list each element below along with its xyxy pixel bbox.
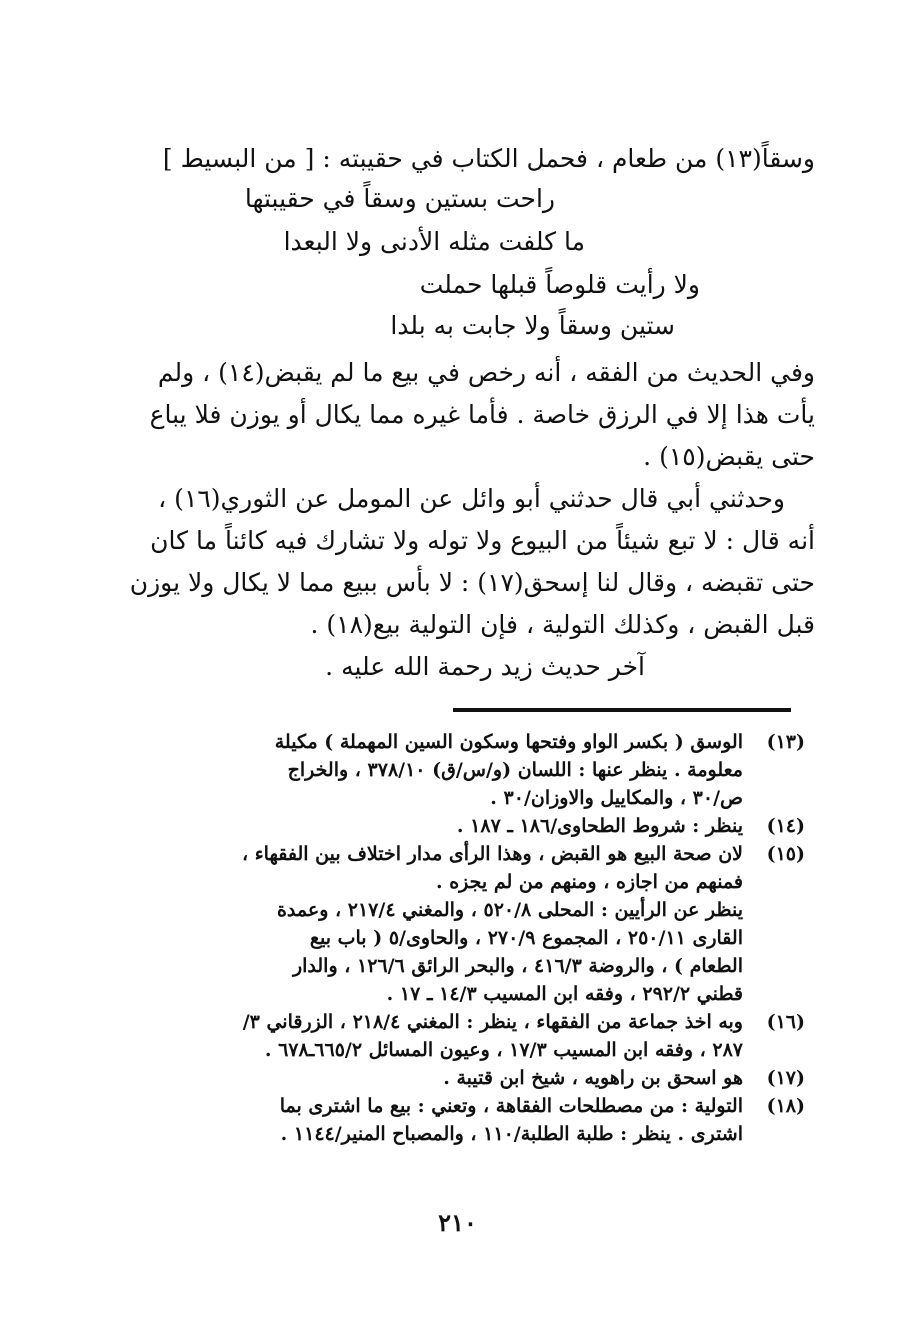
footnote-line: معلومة . ينظر عنها : اللسان (و/س/ق) ٣٧٨/١٠ ، والخراج	[287, 759, 743, 781]
footnote-17	[125, 1064, 805, 1092]
paragraph-line: حتى يقبض(١٥) .	[643, 442, 815, 471]
paragraph-hadith	[125, 478, 815, 646]
footnote-line: قطني ٢٩٢/٢ ، وفقه ابن المسيب ١٤/٣ ـ ١٧ .	[386, 983, 743, 1005]
paragraph-line: وحدثني أبي قال حدثني أبو وائل عن المومل عن الثوري(١٦) ،	[158, 484, 785, 513]
paragraph-line: يأت هذا إلا في الرزق خاصة . فأما غيره مما يكال أو يوزن فلا يباع	[149, 400, 815, 429]
footnotes	[125, 728, 805, 1148]
footnote-line: الوسق ( بكسر الواو وفتحها وسكون السين المهملة ) مكيلة	[274, 731, 743, 753]
footnote-line: وبه اخذ جماعة من الفقهاء ، ينظر : المغني ٢١٨/٤ ، الزرقاني ٣/	[242, 1011, 743, 1033]
paragraph-line: وفي الحديث من الفقه ، أنه رخص في بيع ما لم يقبض(١٤) ، ولم	[157, 358, 815, 387]
footnote-13	[125, 728, 805, 812]
footnote-16	[125, 1008, 805, 1064]
paragraph-line: حتى تقبضه ، وقال لنا إسحق(١٧) : لا بأس ببيع مما لا يكال ولا يوزن	[129, 568, 815, 597]
verse-line: راحت بستين وسقاً في حقيبتها	[244, 184, 555, 213]
verse-line: ستين وسقاً ولا جابت به بلدا	[390, 311, 675, 340]
footnote-line: لان صحة البيع هو القبض ، وهذا الرأى مدار اختلاف بين الفقهاء ،	[242, 843, 743, 865]
footnote-line: ص/٣٠ ، والمكاييل والاوزان/٣٠ .	[490, 787, 743, 809]
verse-line: ما كلفت مثله الأدنى ولا البعدا	[283, 227, 585, 256]
intro-line: وسقاً(١٣) من طعام ، فحمل الكتاب في حقيبته : [ من البسيط ]	[162, 144, 815, 173]
footnote-14	[125, 812, 805, 840]
verse-line: ولا رأيت قلوصاً قبلها حملت	[419, 270, 700, 299]
footnote-number: (١٨)	[766, 1095, 805, 1117]
footnote-line: هو اسحق بن راهويه ، شيخ ابن قتيبة .	[443, 1067, 743, 1089]
footnote-line: ينظر عن الرأيين : المحلى ٥٢٠/٨ ، والمغني ٢١٧/٤ ، وعمدة	[276, 899, 743, 921]
closing-line: آخر حديث زيد رحمة الله عليه .	[325, 652, 645, 681]
footnote-separator	[453, 708, 791, 712]
footnote-number: (١٧)	[766, 1067, 805, 1089]
footnote-15	[125, 840, 805, 1008]
footnote-number: (١٥)	[766, 843, 805, 865]
footnote-line: ينظر : شروط الطحاوى/١٨٦ ـ ١٨٧ .	[456, 815, 743, 837]
intro-paragraph	[125, 138, 815, 180]
footnote-line: الطعام ) ، والروضة ٤١٦/٣ ، والبحر الرائق ١٢٦/٦ ، والدار	[292, 955, 743, 977]
paragraph-fiqh	[125, 352, 815, 478]
footnote-number: (١٦)	[766, 1011, 805, 1033]
footnote-line: اشترى . ينظر : طلبة الطلبة/١١٠ ، والمصباح المنير/١١٤٤ .	[280, 1123, 743, 1145]
paragraph-line: قبل القبض ، وكذلك التولية ، فإن التولية بيع(١٨) .	[310, 610, 815, 639]
footnote-line: فمنهم من اجازه ، ومنهم من لم يجزه .	[435, 871, 743, 893]
footnote-line: القارى ٢٥٠/١١ ، المجموع ٢٧٠/٩ ، والحاوى/٥ ( باب بيع	[309, 927, 743, 949]
footnote-line: التولية : من مصطلحات الفقاهة ، وتعني : بيع ما اشترى بما	[279, 1095, 743, 1117]
footnote-18	[125, 1092, 805, 1148]
footnote-line: ٢٨٧ ، وفقه ابن المسيب ١٧/٣ ، وعيون المسائل ٦٦٥/٢ـ٦٧٨ .	[264, 1039, 743, 1061]
footnote-number: (١٣)	[766, 731, 805, 753]
footnote-number: (١٤)	[766, 815, 805, 837]
paragraph-line: أنه قال : لا تبع شيئاً من البيوع ولا توله ولا تشارك فيه كائناً ما كان	[150, 526, 815, 555]
page-number: ٢١٠	[438, 1208, 477, 1237]
